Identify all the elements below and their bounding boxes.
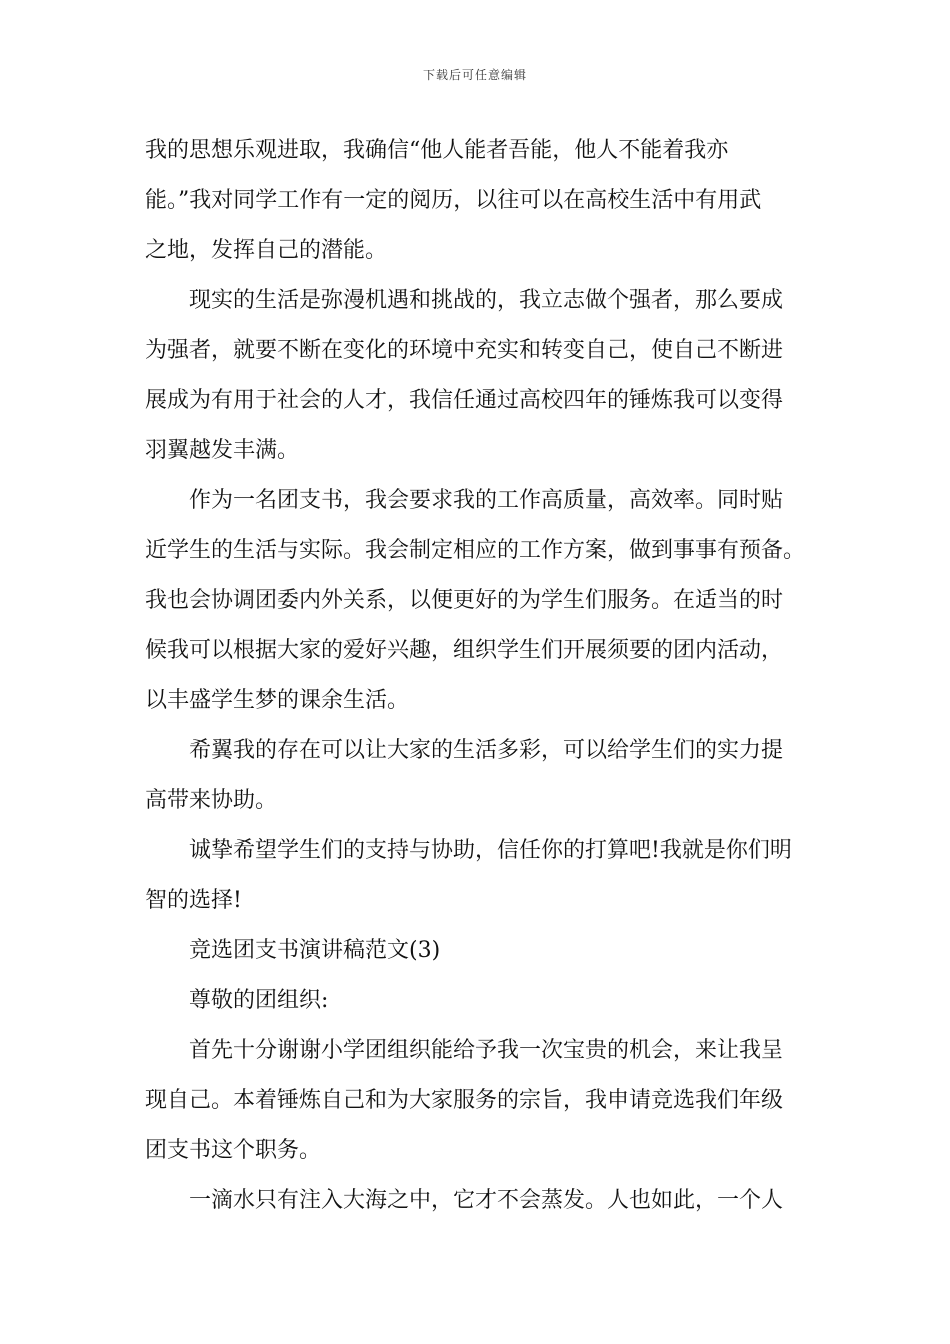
text-line: 一滴水只有注入大海之中，它才不会蒸发。人也如此，一个人	[189, 1188, 784, 1213]
text-line: 之地，发挥自己的潜能。	[145, 238, 388, 263]
text-line: 羽翼越发丰满。	[145, 438, 300, 463]
text-line: 候我可以根据大家的爱好兴趣，组织学生们开展须要的团内活动，	[145, 638, 784, 663]
text-line: 团支书这个职务。	[145, 1138, 322, 1163]
text-line: 我也会协调团委内外关系，以便更好的为学生们服务。在适当的时	[145, 588, 784, 613]
text-line: 近学生的生活与实际。我会制定相应的工作方案，做到事事有预备。	[145, 538, 806, 563]
text-line: 现实的生活是弥漫机遇和挑战的，我立志做个强者，那么要成	[189, 288, 784, 313]
page-header-note: 下载后可任意编辑	[422, 68, 527, 82]
text-line: 为强者，就要不断在变化的环境中充实和转变自己，使自己不断进	[145, 338, 784, 363]
text-line: 现自己。本着锤炼自己和为大家服务的宗旨，我申请竞选我们年级	[145, 1088, 784, 1113]
text-line: 我的思想乐观进取，我确信“他人能者吾能，他人不能着我亦	[145, 138, 729, 163]
text-line: 展成为有用于社会的人才，我信任通过高校四年的锤炼我可以变得	[145, 388, 784, 413]
text-line: 以丰盛学生梦的课余生活。	[145, 688, 410, 713]
text-line: 高带来协助。	[145, 788, 278, 813]
text-line: 首先十分谢谢小学团组织能给予我一次宝贵的机会，来让我呈	[189, 1038, 784, 1063]
text-line: 希翼我的存在可以让大家的生活多彩，可以给学生们的实力提	[189, 738, 784, 763]
section-heading: 竞选团支书演讲稿范文(3)	[189, 938, 441, 963]
salutation: 尊敬的团组织:	[189, 988, 329, 1013]
text-line: 作为一名团支书，我会要求我的工作高质量，高效率。同时贴	[189, 488, 784, 513]
text-line: 智的选择!	[145, 888, 242, 913]
text-line: 能。”我对同学工作有一定的阅历，以往可以在高校生活中有用武	[145, 188, 762, 213]
text-line: 诚挚希望学生们的支持与协助，信任你的打算吧!我就是你们明	[189, 838, 792, 863]
